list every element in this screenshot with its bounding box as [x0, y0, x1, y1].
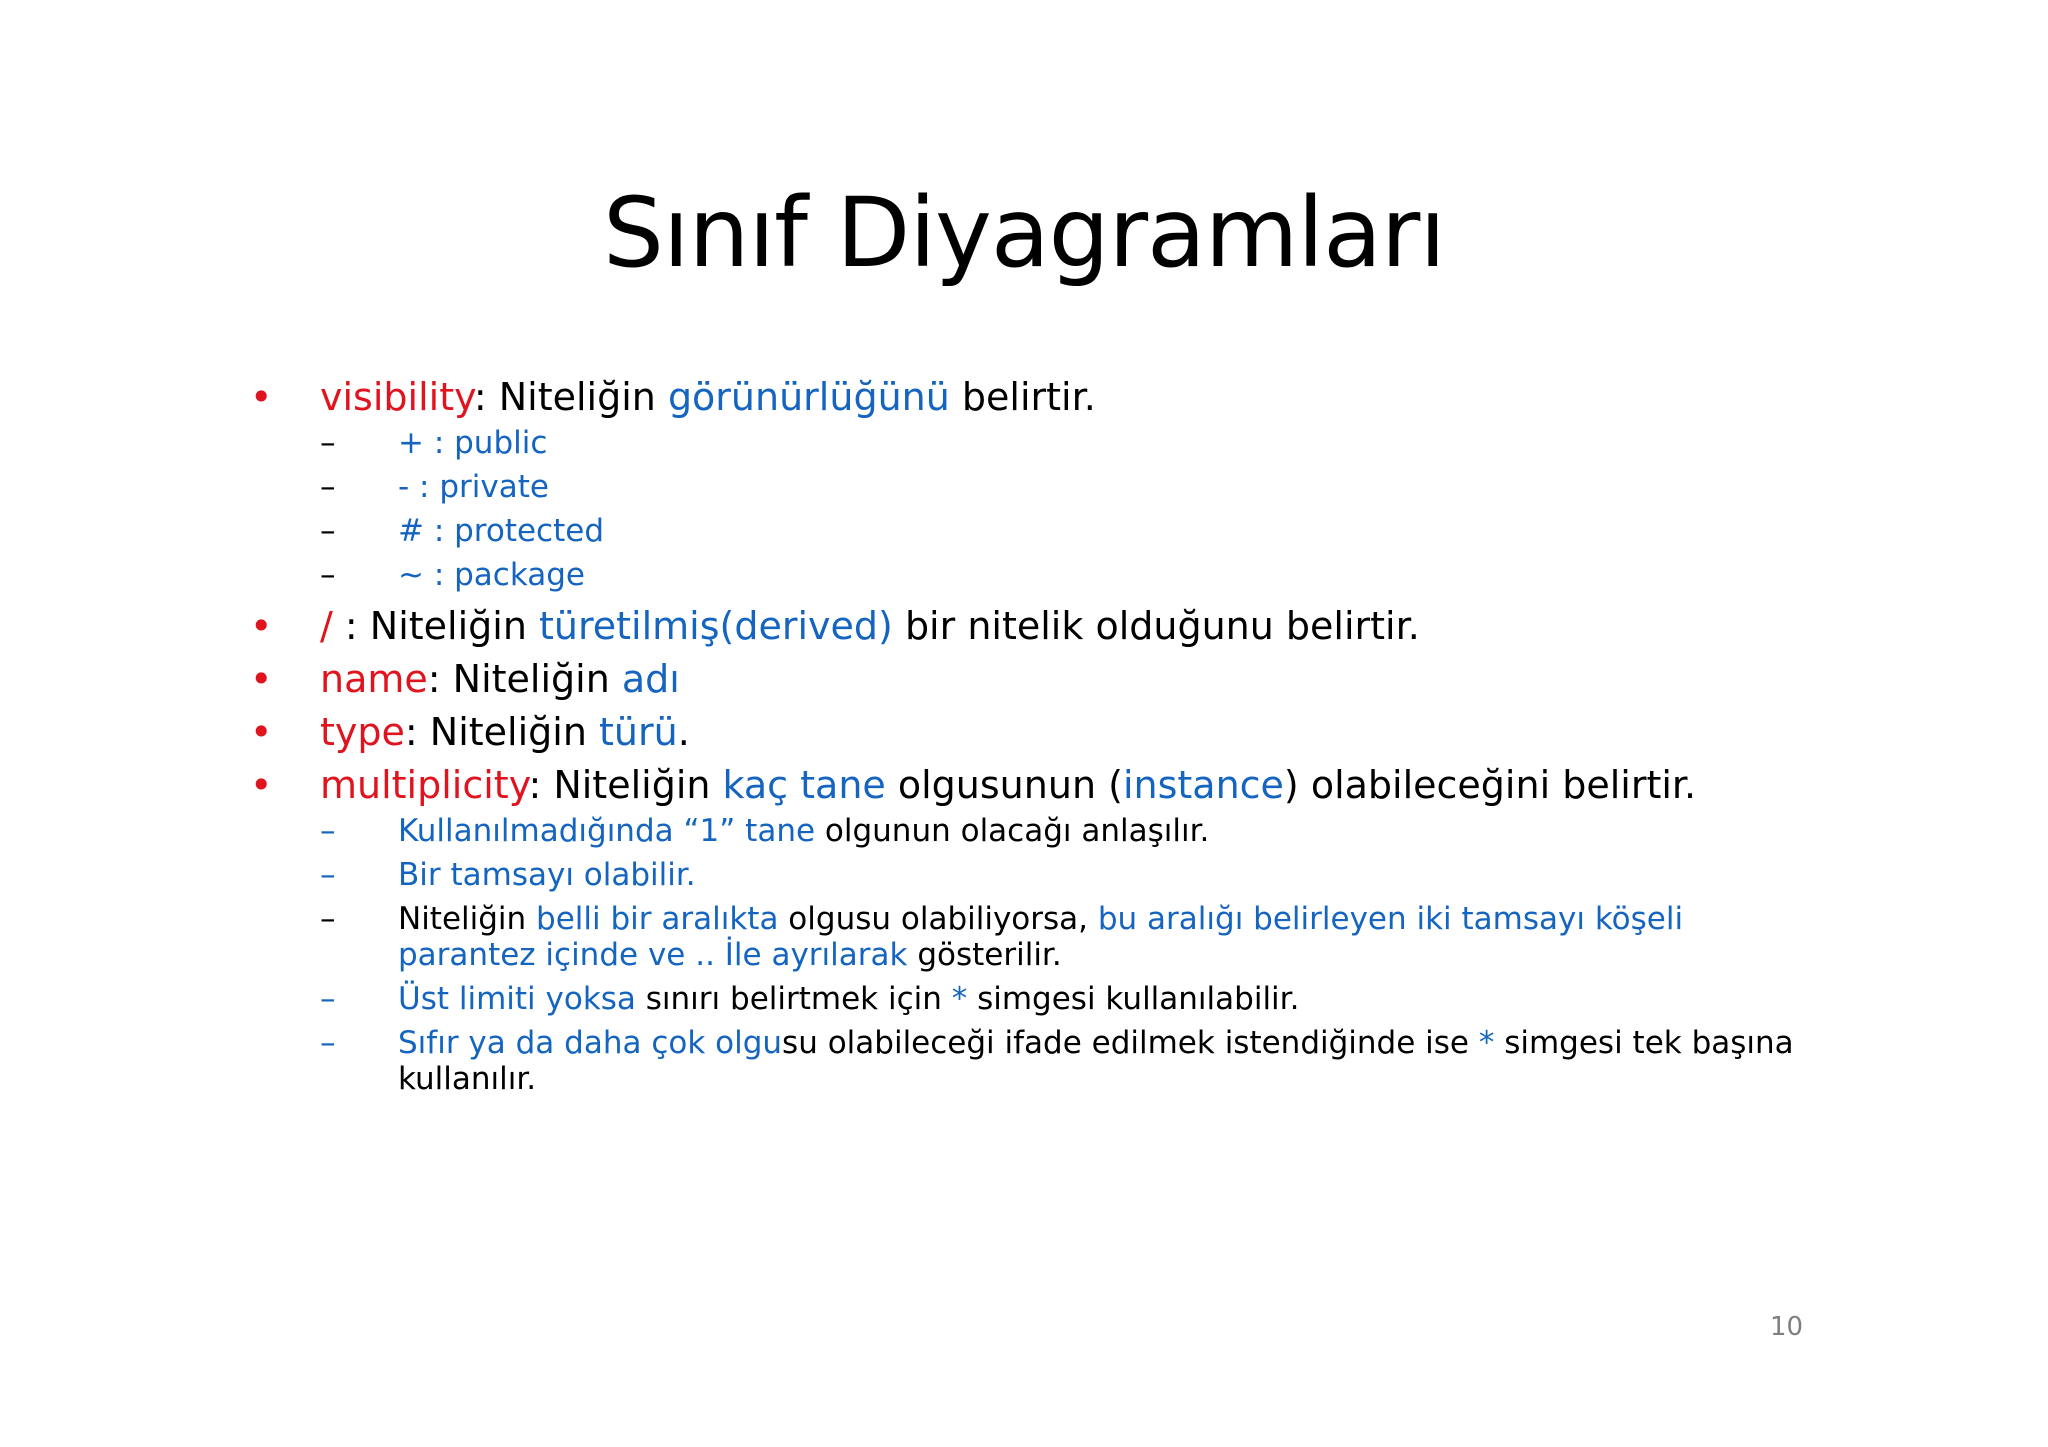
text: : Niteliğin — [473, 375, 668, 419]
highlight: Bir tamsayı olabilir. — [398, 857, 696, 893]
text: olgunun olacağı anlaşılır. — [815, 813, 1210, 849]
sub-item-no-upper-limit — [320, 981, 1810, 1017]
bullet-derived — [250, 601, 1810, 651]
bullet-dot-icon: • — [250, 657, 273, 701]
highlight: türetilmiş(derived) — [539, 604, 893, 648]
highlight: bu aralığı belirleyen iki tamsayı köşeli parantez içinde ve .. İle ayrılarak — [398, 901, 1684, 973]
term-multiplicity: multiplicity — [320, 763, 529, 807]
text: olgusunun ( — [885, 763, 1123, 807]
visibility-sublist — [250, 425, 1810, 593]
bullet-multiplicity — [250, 760, 1810, 810]
sub-item-protected — [320, 513, 1810, 549]
text: Niteliğin — [398, 901, 537, 937]
text: . — [677, 710, 690, 754]
text: gösterilir. — [907, 937, 1062, 973]
text: simgesi kullanılabilir. — [967, 981, 1300, 1017]
text: sınırı belirtmek için — [635, 981, 952, 1017]
dash-icon: – — [320, 857, 336, 893]
dash-icon: – — [320, 513, 336, 549]
slide-content — [250, 372, 1810, 1105]
highlight: Kullanılmadığında “1” tane — [398, 813, 816, 849]
text: su olabileceği ifade edilmek istendiğinde ise — [782, 1025, 1479, 1061]
dash-icon: – — [320, 557, 336, 593]
multiplicity-sublist — [250, 813, 1810, 1097]
text: simgesi tek başına kullanılır. — [398, 1025, 1794, 1097]
text: olgusu olabiliyorsa, — [778, 901, 1098, 937]
bullet-dot-icon: • — [250, 604, 273, 648]
highlight: kaç tane — [722, 763, 886, 807]
bullet-dot-icon: • — [250, 763, 273, 807]
slide-title: Sınıf Diyagramları — [602, 177, 1446, 289]
bullet-type — [250, 707, 1810, 757]
sub-item-label: # : protected — [398, 513, 605, 549]
text: belirtir. — [949, 375, 1096, 419]
bullet-dot-icon: • — [250, 710, 273, 754]
term-derived: / — [320, 604, 333, 648]
sub-item-private — [320, 469, 1810, 505]
highlight: adı — [621, 657, 680, 701]
bullet-visibility — [250, 372, 1810, 422]
text: bir nitelik olduğunu belirtir. — [892, 604, 1420, 648]
highlight: Sıfır ya da daha çok olgu — [398, 1025, 783, 1061]
sub-item-default — [320, 813, 1810, 849]
dash-icon: – — [320, 1025, 336, 1061]
sub-item-label: - : private — [398, 469, 549, 505]
sub-item-integer — [320, 857, 1810, 893]
bullet-dot-icon: • — [250, 375, 273, 419]
dash-icon: – — [320, 901, 336, 937]
sub-item-zero-or-more — [320, 1025, 1810, 1097]
sub-item-label: + : public — [398, 425, 548, 461]
text: ) olabileceğini belirtir. — [1283, 763, 1697, 807]
highlight: türü — [599, 710, 678, 754]
sub-item-range — [320, 901, 1810, 973]
dash-icon: – — [320, 981, 336, 1017]
page-number: 10 — [1770, 1312, 1804, 1342]
term-name: name — [320, 657, 428, 701]
dash-icon: – — [320, 425, 336, 461]
sub-item-package — [320, 557, 1810, 593]
sub-item-public — [320, 425, 1810, 461]
bullet-name — [250, 654, 1810, 704]
dash-icon: – — [320, 469, 336, 505]
text: : Niteliğin — [528, 763, 723, 807]
asterisk-symbol: * — [1478, 1025, 1495, 1061]
text: : Niteliğin — [404, 710, 599, 754]
text: : Niteliğin — [332, 604, 539, 648]
highlight: belli bir aralıkta — [536, 901, 779, 937]
highlight: Üst limiti yoksa — [398, 981, 636, 1017]
text: : Niteliğin — [427, 657, 622, 701]
asterisk-symbol: * — [951, 981, 968, 1017]
sub-item-label: ~ : package — [398, 557, 585, 593]
highlight: görünürlüğünü — [667, 375, 950, 419]
term-type: type — [320, 710, 405, 754]
highlight: instance — [1122, 763, 1284, 807]
term-visibility: visibility — [320, 375, 474, 419]
dash-icon: – — [320, 813, 336, 849]
